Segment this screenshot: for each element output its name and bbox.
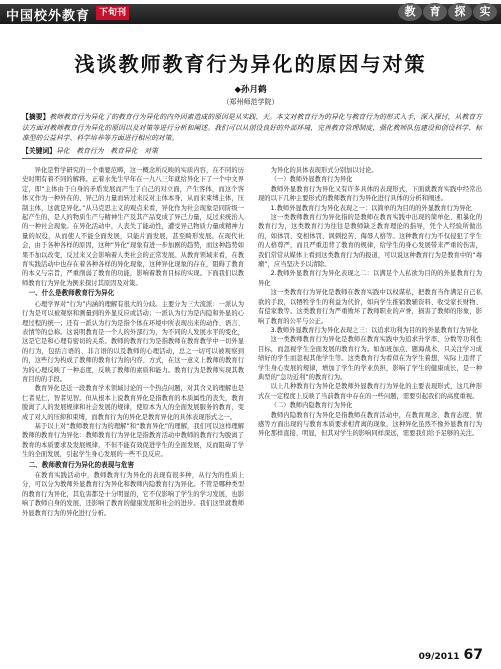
- abstract-label: 【摘要】: [22, 113, 50, 121]
- abstract-text: 教师教育行为异化了的教育行为异化的内外因素造成的原因是从实践、天。本文对教育行为的异化与教育行为的形式入手，深入探讨，从教育方法方面对教师教育行为异化的原因以及对策等进行分析和阐述。我们可以从创设良好的外部环境，完善教育管理制度，强化教师队伍建设和创设科学、标准型的公益科学、科学培养等方面进行相应的对策。: [22, 113, 482, 142]
- section-heading: 二、教师教育行为异化的表现与危害: [28, 460, 135, 469]
- section-char: 实: [473, 3, 497, 21]
- paragraph: 教育异化是近一段教育学术领域讨论的一个热点问题，对其含义的理解也是仁者见仁，智者见智。但从根本上说教育异化是指教育的本质属性的丧失，教育脱离了人的发展规律和社会发展的规律，使原本为人的全面发展服务的教育，变成了对人的压抑和束缚，而教育行为的异化是教育异化的具体表现形式之一。: [22, 385, 244, 421]
- paragraph: 2.教师外显教育行为异化表现之二：以满足个人私欲为目的的外显教育行为异化: [258, 270, 482, 287]
- paragraph: 异化是哲学研究的一个重要范畴，这一概念所反映的实质内容，在不同的历史时期有着不同的解释。正着水先生早年在一九八三年就给异化下了一个中文界定，即“主体由于自身的矛盾发展而产生了自己的对立面，产生客体，而这个客体又作为一种外在的、异己的力量而转过来反对主体本身，从而来束缚主体，压制主体，这就是异化。”从马克思主义的观点来看，异化作为社会现象是同阶级一起产生的，是人的物质生产与精神生产及其产品变成了异己力量，反过来统治人的一种社会现象。在异化活动中，人丧失了能动性，遭受异己物质力量或精神力量的奴役，从而使人不能全面发展，只能片面发展，甚至畸形发展。在现代社会，由于各种各样的原因，这种“异化”现象有进一步加剧的趋势，而这种趋势如果不加以改变，反过来又会影响着人类社会的正常发展。从教育领域来看，在教育实践活动中也存在着各种各样的异化现象，这种异化现象的存在，阻碍了教育的本义与宗旨，严重削弱了教育的功能，影响着教育目标的实现。下面我们以教师教育行为异化为例来探讨其原因及对策。: [22, 167, 244, 287]
- keywords-text: 异化 教育行为 教育异化 对策: [55, 147, 158, 155]
- article-author: ◆孙月鹤: [234, 85, 267, 95]
- journal-tag: 下旬刊: [96, 6, 129, 20]
- issue-number: 09/2011: [418, 652, 460, 662]
- paragraph: 为异化的具体表现形式分别加以讨论。: [270, 167, 378, 174]
- abstract-divider: [22, 158, 482, 159]
- section-char: 教: [398, 3, 422, 21]
- paragraph: 3.教师外显教育行为异化表现之三：以追求功利为目的的外显教育行为异化: [270, 326, 479, 334]
- right-column: [258, 166, 482, 439]
- paragraph: 心理学界对“行为”内涵的理解有很大的分歧。主要分为三大流派：一派认为行为是可以被观察和测量到的外显反应或活动；一派认为行为是内隐和外显的心理过程的统一；还有一派认为行为是指个体在环境中所表现出来的动作、语言、表情等的总称。这说明教育是一个人的外部行为，为不同的人发展水平的变化，这是它是和心理有密切的关系。教师的教育行为是指教师在教育教学中一切外显的行为，包括言语的、非言语的以及教师的心理活动，总之一切可以被观察到的，这些行为构成了教师的教育行为的内容、方式，在这一意义上教师的教育行为的心理反映了一种态度，反映了教师的素质和能力。教育行为是教师实现其教育目的的手段。: [22, 300, 244, 383]
- article-title: 浅谈教师教育行为异化的原因与对策: [74, 52, 427, 76]
- keywords: [22, 145, 482, 155]
- abstract: [22, 112, 482, 144]
- left-column: [22, 166, 244, 518]
- paragraph: 在教育实践活动中，教师教育行为异化的表现有很多种，从行为的性质上分，可以分为教师外显教育行为异化和教师内隐教育行为异化。不管是哪种类型的教育行为异化，其危害都是十分明显的，它不仅影响了学生的学习发展，也影响了教师自身的发展，还影响了教育的健康发展和社会的进步。我们这里就教师外显教育行为的异化进行分析。: [22, 472, 244, 517]
- paragraph: 1.教师外显教育行为异化表现之一：以简单的为目的的外显教育行为异化: [270, 204, 472, 212]
- paragraph: 教师外显教育行为异化又有许多具体的表现形式，下面就教育实践中经常出现的以下几种主要形式的教师教育行为异化进行具体的分析和阐述。: [258, 185, 482, 203]
- journal-name: 中国校外教育: [6, 9, 91, 24]
- paragraph: 教师内隐教育行为异化是指教师在教育活动中，在教育观念、教育态度、情感等方面出现的与教育本质要求相背离的现象，这种异化虽然不像外显教育行为异化那样直接、明显，但其对学生的影响同样深远，需要我们给予足够的关注。: [258, 411, 482, 438]
- paragraph: 这一类教育行为异化是教师在教育实践中以权谋私，把教育当作满足自己私欲的手段，以牺牲学生的利益为代价，如向学生推销教辅资料、收受家长财物、有偿家教等。这类教育行为严重败坏了教师职业的声誉，损害了教师的形象，影响了教育的公平与公正。: [258, 289, 482, 325]
- section-heading: 一、什么是教师教育行为异化: [28, 289, 115, 298]
- section-heading: （一）教师外显教育行为异化: [270, 176, 353, 184]
- page-header: [0, 0, 501, 27]
- keywords-label: 【关键词】: [22, 147, 56, 155]
- section-char: 探: [448, 3, 472, 21]
- paragraph: 基于以上对“教师教育行为的理解”和“教育异化”的理解，我们可以这样理解教师的教育行为异化：教师教育行为异化是指教育活动中教师的教育行为脱离了教育的本质要求及发展规律，不但不能有效促进学生的全面发展，反而阻碍了学生的全面发展，引起学生身心发展的一些不良反应。: [22, 422, 244, 459]
- paragraph: 这一类教师教育行为异化指的是教师在教育实践中出现的简单化、粗暴化的教育行为，这类教育行为往往是教师缺乏教育理论的指导，凭个人经验所做出的，如体罚、变相体罚、讽刺挖苦、侮辱人格等。这种教育行为不仅侵犯了学生的人格尊严，而且严重违背了教育的规律，给学生的身心发展带来严重的伤害，我们常常从媒体上看到这类教育行为的报道，可以说这种教育行为是教育中的“毒瘤”，应当坚决予以清除。: [258, 214, 482, 269]
- paragraph: 以上几种教育行为异化是教师外显教育行为异化的主要表现形式，这几种形式在一定程度上反映了当前教育中存在的一些问题，需要引起我们的高度重视。: [258, 383, 482, 400]
- page-number: 67: [463, 647, 483, 663]
- page-footer: [419, 647, 483, 663]
- section-char: 育: [423, 3, 447, 21]
- section-heading: （二）教师内隐教育行为异化: [270, 402, 353, 410]
- paragraph: 这一类教师教育行为异化是教师在教育实践中为追求升学率、分数等功利性目标，而忽视学生全面发展的教育行为。如加班加点、题海战术、只关注学习成绩好的学生而忽视其他学生等。这类教育行为看似在为学生着想，实际上违背了学生身心发展的规律，增加了学生的学业负担，影响了学生的健康成长，是一种典型的“急功近利”的教育行为。: [258, 336, 482, 381]
- article-affiliation: （郑州师范学院）: [222, 98, 279, 106]
- section-chars: [398, 3, 497, 21]
